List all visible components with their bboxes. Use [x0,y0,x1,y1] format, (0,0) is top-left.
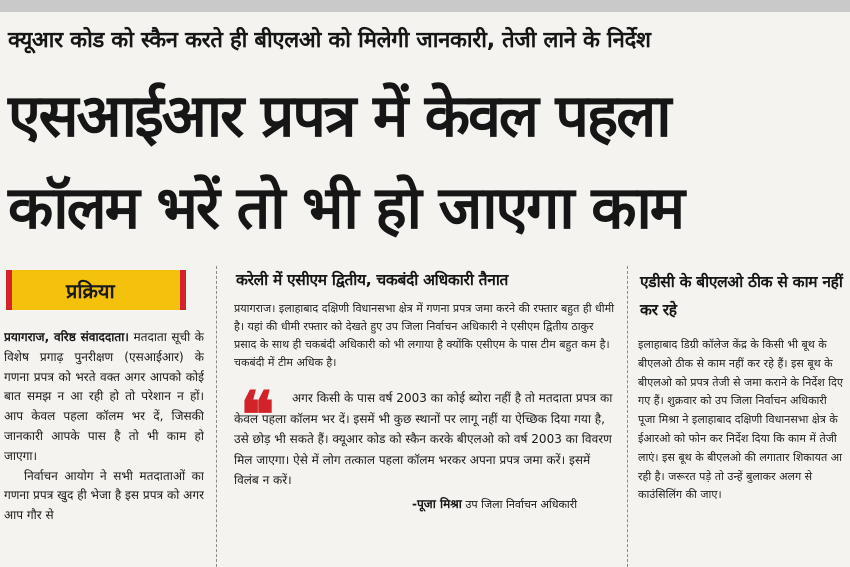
section-badge [6,270,186,310]
top-border-band [0,0,850,12]
quotation-mark-icon: ❝ [240,378,275,453]
quote-attribution-title: उप जिला निर्वाचन अधिकारी [465,497,578,511]
left-paragraph-1: मतदाता सूची के विशेष प्रगाढ़ पुनरीक्षण (एसआईआर) के गणना प्रपत्र को भरते वक्त अगर आपको कोई बात समझ न आ रही हो तो परेशान न हों। आप केवल पहला कॉलम भर दें, जिसकी जानकारी आपके पास है तो भी काम हो जाएगा। [4,330,204,463]
pull-quote-text: अगर किसी के पास वर्ष 2003 का कोई ब्योरा नहीं है तो मतदाता प्रपत्र का केवल पहला कॉलम भर दें। इसमें भी कुछ स्थानों पर लागू नहीं या ऐच्छिक दिया गया है, उसे छोड़ भी सकते हैं। क्यूआर कोड को स्कैन करके बीएलओ को वर्ष 2003 का विवरण मिल जाएगा। ऐसे में लोग तत्काल पहला कॉलम भरकर अपना प्रपत्र जमा करें। इसमें विलंब न करें। [234,391,613,487]
right-column [638,262,846,567]
left-column [4,262,204,567]
left-paragraph-2: निर्वाचन आयोग ने सभी मतदाताओं का गणना प्रपत्र खुद ही भेजा है इस प्रपत्र को अगर आप गौर से [4,468,204,523]
headline-line-1: एसआईआर प्रपत्र में केवल पहला [8,81,670,150]
quote-attribution [234,495,618,512]
column-divider-left [216,266,217,567]
headline-line-2: कॉलम भरें तो भी हो जाएगा काम [8,173,684,242]
left-column-body [4,328,204,526]
right-body: इलाहाबाद डिग्री कॉलेज केंद्र के किसी भी बूथ के बीएलओ ठीक से काम नहीं कर रहे हैं। इस बूथ के बीएलओ को प्रपत्र तेजी से जमा कराने के निर्देश दिए गए हैं। शुक्रवार को उप जिला निर्वाचन अधिकारी पूजा मिश्रा ने इलाहाबाद दक्षिणी विधानसभा क्षेत्र के ईआरओ को फोन कर निर्देश दिया कि काम में तेजी लाएं। इस बूथ के बीएलओ की लगातार शिकायत आ रही है। जरूरत पड़े तो उन्हें बुलाकर अलग से काउंसिलिंग की जाए। [638,338,843,502]
dateline: प्रयागराज, वरिष्ठ संवाददाता। [4,330,129,344]
middle-column [234,262,618,567]
quote-attribution-name: -पूजा मिश्रा [412,496,462,511]
middle-body: प्रयागराज। इलाहाबाद दक्षिणी विधानसभा क्षेत्र में गणना प्रपत्र जमा करने की रफ्तार बहुत ही धीमी है। यहां की धीमी रफ्तार को देखते हुए उप जिला निर्वाचन अधिकारी ने एसीएम द्वितीय ठाकुर प्रसाद के साथ ही चकबंदी अधिकारी को भी लगाया है क्योंकि एसीएम के पास टीम बहुत कम है। चकबंदी में टीम अधिक है। [234,302,615,369]
middle-heading: करेली में एसीएम द्वितीय, चकबंदी अधिकारी तैनात [236,271,509,289]
column-divider-right [627,266,628,567]
right-heading: एडीसी के बीएलओ ठीक से काम नहीं कर रहे [640,273,843,319]
article-kicker: क्यूआर कोड को स्कैन करते ही बीएलओ को मिलेगी जानकारी, तेजी लाने के निर्देश [8,28,651,53]
pull-quote [234,378,618,491]
section-badge-label: प्रक्रिया [66,278,115,303]
